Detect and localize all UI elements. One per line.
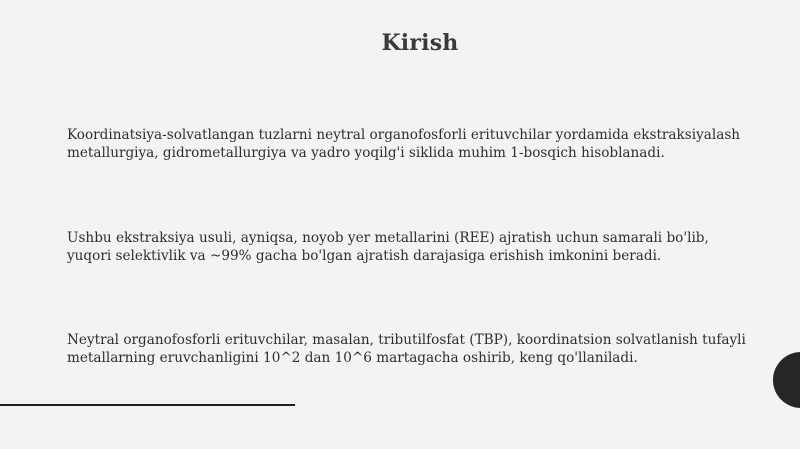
decorative-rule <box>0 404 295 406</box>
paragraph-2: Ushbu ekstraksiya usuli, ayniqsa, noyob yer metallarini (REE) ajratish uchun samarali bo'lib, yuqori selektivlik va ~99% gacha bo'lgan ajratish darajasiga erishish imkonini beradi. <box>67 230 709 264</box>
paragraph-3: Neytral organofosforli erituvchilar, masalan, tributilfosfat (TBP), koordinatsion solvatlanish tufayli metallarning eruvchanligini 10^2 dan 10^6 martagacha oshirib, keng qo'llaniladi. <box>67 332 746 366</box>
paragraph-1: Koordinatsiya-solvatlangan tuzlarni neytral organofosforli erituvchilar yordamida ekstraksiyalash metallurgiya, gidrometallurgiya va yadro yoqilg'i siklida muhim 1-bosqich hisoblanadi. <box>67 127 741 161</box>
decorative-circle <box>773 352 800 408</box>
slide-title: Kirish <box>381 30 459 56</box>
